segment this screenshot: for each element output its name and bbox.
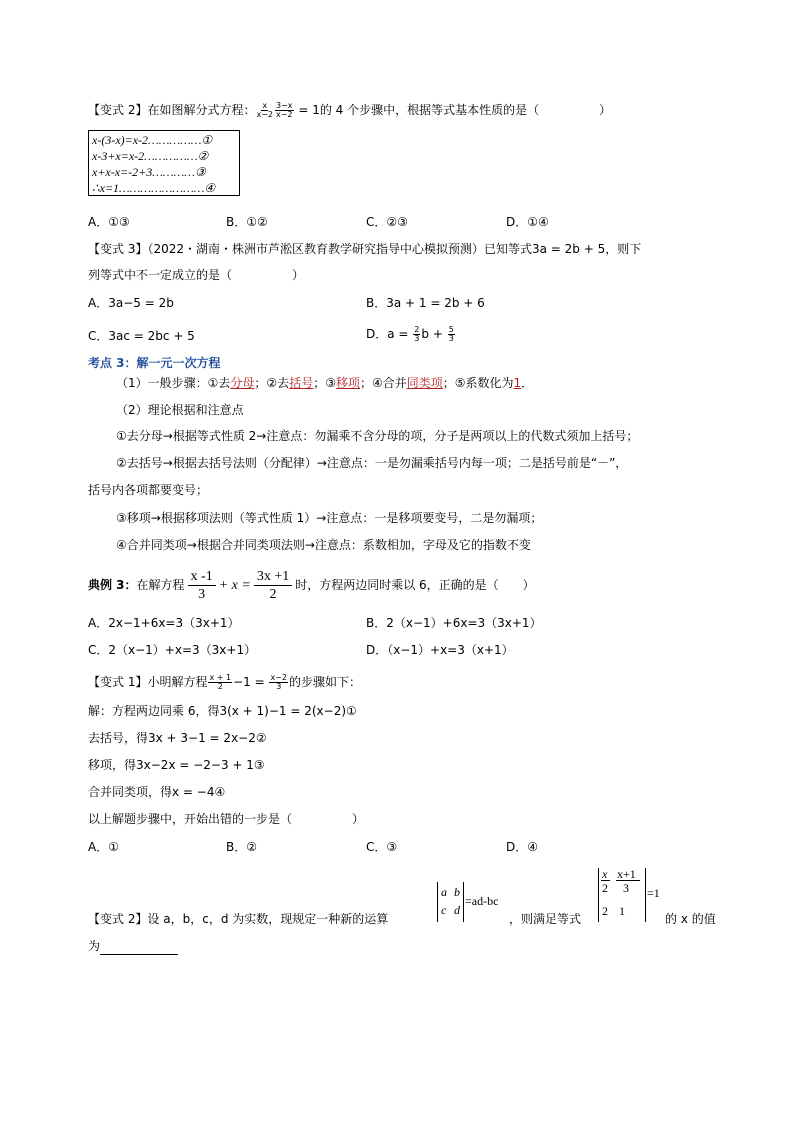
ex3-option-c[interactable]: C．2（x−1）+x=3（3x+1） <box>88 643 257 657</box>
det-bar-left <box>437 882 438 922</box>
variant1-question: 【变式 1】小明解方程 $\frac{x + 1}{2}$ −1 = $\frac{x-2}{3}$ 的步骤如下： <box>88 673 362 691</box>
basis-2b: 括号内各项都要变号； <box>88 483 209 497</box>
basis-4: ④合并同类项→根据合并同类项法则→注意点：系数相加，字母及它的指数不变 <box>116 538 531 552</box>
fraction-1: $\frac{x}{x-2}$ <box>256 101 273 119</box>
fraction-2: $\frac{3-x}{x-2}$ <box>275 101 293 119</box>
fraction-2-3: $\frac{2}{3}$ <box>414 325 420 343</box>
v1-question: 以上解题步骤中，开始出错的一步是（ ） <box>88 812 365 826</box>
v1-line-4: 合并同类项，得x = −4④ <box>88 785 226 799</box>
basis-1: ①去分母→根据等式性质 2→注意点：勿漏乘不含分母的项，分子是两项以上的代数式须加上括号； <box>116 429 639 443</box>
v1-line-2: 去括号，得3x + 3−1 = 2x−2② <box>88 731 267 745</box>
v3-option-a[interactable]: A．3a−5 = 2b <box>88 296 174 310</box>
v2a-option-c[interactable]: C．②③ <box>366 215 408 229</box>
det-bar-right <box>463 882 464 922</box>
v3-option-b[interactable]: B．3a + 1 = 2b + 6 <box>366 296 485 310</box>
v1-option-d[interactable]: D．④ <box>506 840 538 854</box>
variant2b-prefix: 【变式 2】设 a，b，c，d 为实数，现规定一种新的运算 <box>88 912 389 926</box>
knowledge-point-3-title: 考点 3：解一元一次方程 <box>88 356 221 370</box>
ex3-option-d[interactable]: D．（x−1）+x=3（x+1） <box>366 643 514 657</box>
variant2b-post: 的 x 的值 <box>665 912 716 926</box>
v2a-option-d[interactable]: D．①④ <box>506 215 549 229</box>
variant2a-suffix: = 1的 4 个步骤中，根据等式基本性质的是（ ） <box>298 103 612 117</box>
v1-line-3: 移项，得3x−2x = −2−3 + 1③ <box>88 758 265 772</box>
variant2b-line2: 为 <box>88 937 178 955</box>
fraction-x-1-over-3: $\frac{x -1}{3}$ <box>188 568 216 603</box>
basis-title: （2）理论根据和注意点 <box>116 403 244 417</box>
v2a-option-b[interactable]: B．①② <box>226 215 268 229</box>
solution-steps-box <box>88 130 240 196</box>
v1-option-c[interactable]: C．③ <box>366 840 398 854</box>
det2-bar-left <box>598 868 599 922</box>
answer-blank[interactable] <box>100 940 178 955</box>
ex3-option-b[interactable]: B．2（x−1）+6x=3（3x+1） <box>366 616 542 630</box>
fraction-3x-1-over-2: $\frac{3x +1}{2}$ <box>254 568 292 603</box>
v1-option-a[interactable]: A．① <box>88 840 119 854</box>
variant3-line1: 【变式 3】（2022・湖南・株洲市芦淞区教育教学研究指导中心模拟预测）已知等式3a = 2b + 5，则下 <box>88 242 642 256</box>
variant2b-mid: ，则满足等式 <box>509 912 582 926</box>
v3-option-c[interactable]: C．3ac = 2bc + 5 <box>88 329 195 343</box>
example3-question: 典例 3：在解方程 $\frac{x -1}{3}$ + x = $\frac{3x +1}{2}$ 时，方程两边同时乘以 6，正确的是（ ） <box>88 569 535 602</box>
variant2a-question <box>88 101 611 119</box>
fraction-x1-over-2: $\frac{x + 1}{2}$ <box>209 673 232 691</box>
variant2a-prefix: 【变式 2】在如图解分式方程： <box>88 103 256 117</box>
determinant-definition: a b c d =ad-bc <box>436 880 506 924</box>
v1-line-1: 解：方程两边同乘 6，得3(x + 1)−1 = 2(x−2)① <box>88 704 357 718</box>
variant3-line2: 列等式中不一定成立的是（ ） <box>88 268 305 282</box>
ex3-option-a[interactable]: A．2x−1+6x=3（3x+1） <box>88 616 240 630</box>
basis-3: ③移项→根据移项法则（等式性质 1）→注意点：一是移项要变号，二是勿漏项； <box>116 511 543 525</box>
step-2: x-3+x=x-2……………② <box>92 149 209 163</box>
step-1: x-(3-x)=x-2……………① <box>92 133 213 147</box>
v3-option-d[interactable]: D．a = $\frac{2}{3}$ b + $\frac{5}{3}$ <box>366 325 454 343</box>
fraction-5-3: $\frac{5}{3}$ <box>448 325 454 343</box>
step-3: x+x-x=-2+3…………③ <box>92 165 206 179</box>
v1-option-b[interactable]: B．② <box>226 840 257 854</box>
det2-bar-right <box>645 868 646 922</box>
determinant-equation: x 2 x+1 3 2 1 =1 <box>597 866 667 924</box>
basis-2a: ②去括号→根据去括号法则（分配律）→注意点：一是勿漏乘括号内每一项；二是括号前是“－”， <box>116 456 628 470</box>
general-steps: （1）一般步骤：①去分母；②去括号；③移项；④合并同类项；⑤系数化为1． <box>116 376 534 390</box>
fraction-x2-over-3: $\frac{x-2}{3}$ <box>270 673 287 691</box>
v2a-option-a[interactable]: A．①③ <box>88 215 130 229</box>
step-4: ∴x=1……………………④ <box>92 181 216 195</box>
